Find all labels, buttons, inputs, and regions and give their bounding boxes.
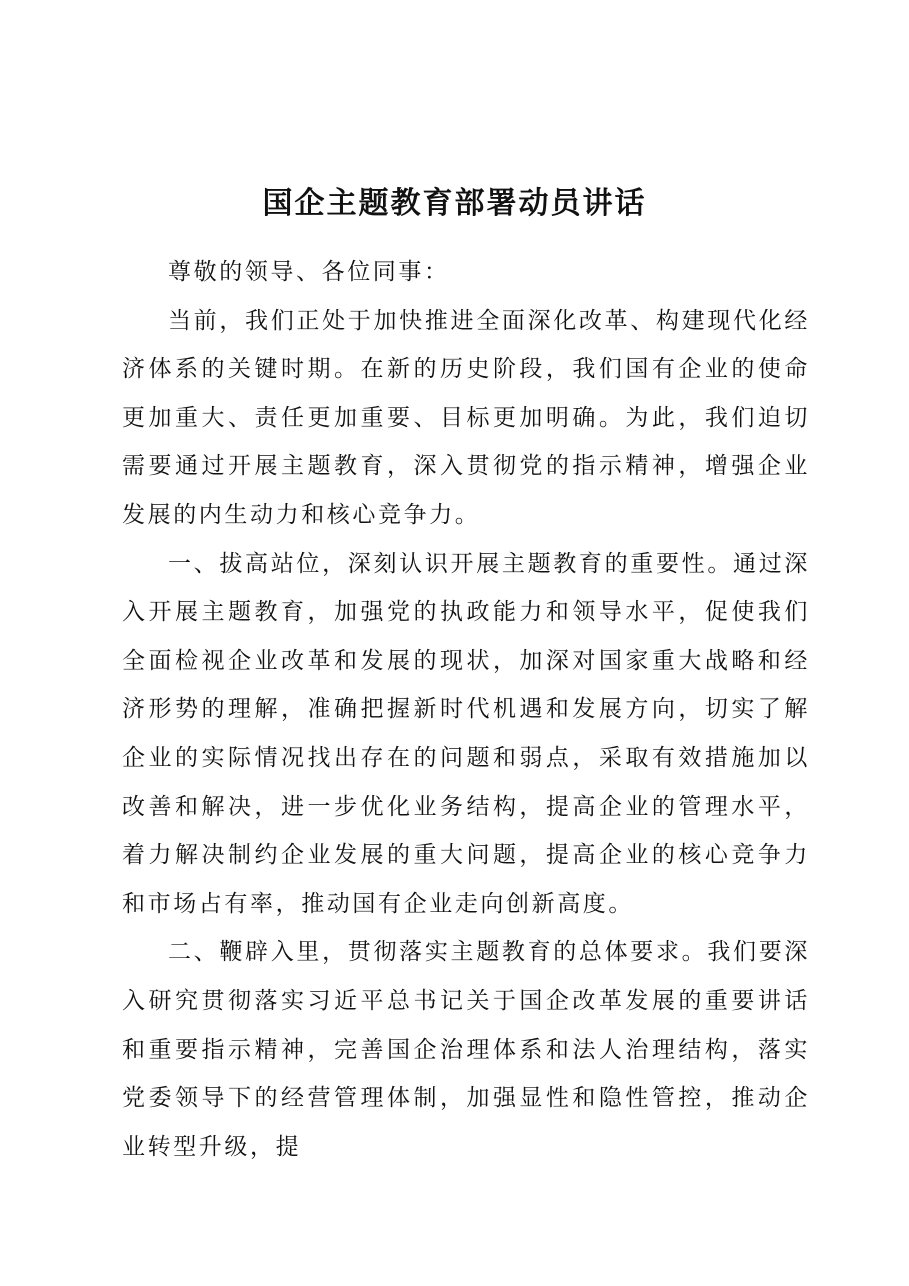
document-body bbox=[122, 248, 810, 1171]
salutation: 尊敬的领导、各位同事： bbox=[168, 259, 450, 285]
document-title: 国企主题教育部署动员讲话 bbox=[262, 186, 647, 222]
paragraph-section-two: 二、鞭辟入里，贯彻落实主题教育的总体要求。我们要深入研究贯彻落实习近平总书记关于国企改革发展的重要讲话和重要指示精神，完善国企治理体系和法人治理结构，落实党委领导下的经营管理体制，加强显性和隐性管控，推动企业转型升级，提 bbox=[122, 939, 810, 1160]
paragraph-intro: 当前，我们正处于加快推进全面深化改革、构建现代化经济体系的关键时期。在新的历史阶段，我们国有企业的使命更加重大、责任更加重要、目标更加明确。为此，我们迫切需要通过开展主题教育，深入贯彻党的指示精神，增强企业发展的内生动力和核心竞争力。 bbox=[122, 307, 810, 528]
paragraph-section-one: 一、拔高站位，深刻认识开展主题教育的重要性。通过深入开展主题教育，加强党的执政能力和领导水平，促使我们全面检视企业改革和发展的现状，加深对国家重大战略和经济形势的理解，准确把握新时代机遇和发展方向，切实了解企业的实际情况找出存在的问题和弱点，采取有效措施加以改善和解决，进一步优化业务结构，提高企业的管理水平，着力解决制约企业发展的重大问题，提高企业的核心竞争力和市场占有率，推动国有企业走向创新高度。 bbox=[122, 550, 810, 917]
